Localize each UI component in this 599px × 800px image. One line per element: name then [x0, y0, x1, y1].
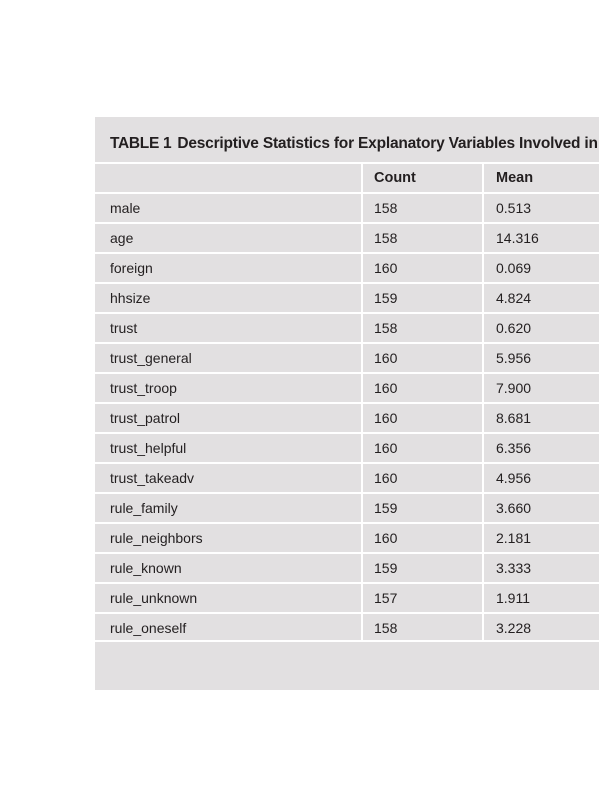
mean-cell: 5.956	[496, 350, 532, 366]
count-cell: 160	[374, 530, 398, 546]
table-label: TABLE 1	[110, 135, 172, 152]
header-count: Count	[374, 170, 416, 186]
table-title: Descriptive Statistics for Explanatory Variables Involved in	[177, 135, 598, 152]
count-cell: 159	[374, 500, 398, 516]
variable-cell: trust_helpful	[110, 440, 187, 456]
mean-cell: 3.333	[496, 560, 532, 576]
column-divider-mean	[482, 162, 484, 640]
table-row	[95, 522, 599, 552]
mean-cell: 1.911	[496, 590, 530, 606]
table-row	[95, 282, 599, 312]
variable-cell: rule_oneself	[110, 620, 187, 636]
count-cell: 160	[374, 470, 398, 486]
table-row	[95, 192, 599, 222]
table-row	[95, 492, 599, 522]
table-row	[95, 222, 599, 252]
variable-cell: trust_takeadv	[110, 470, 195, 486]
variable-cell: rule_family	[110, 500, 178, 516]
mean-cell: 14.316	[496, 230, 539, 246]
count-cell: 158	[374, 320, 398, 336]
table-row	[95, 612, 599, 642]
table-body	[95, 192, 599, 642]
count-cell: 158	[374, 620, 398, 636]
mean-cell: 8.681	[496, 410, 532, 426]
variable-cell: trust_general	[110, 350, 192, 366]
table-header-row	[95, 162, 599, 192]
mean-cell: 3.660	[496, 500, 532, 516]
table-caption	[110, 131, 599, 157]
variable-cell: rule_neighbors	[110, 530, 203, 546]
table-panel	[95, 117, 599, 690]
count-cell: 160	[374, 350, 398, 366]
mean-cell: 0.513	[496, 200, 532, 216]
mean-cell: 0.620	[496, 320, 532, 336]
mean-cell: 2.181	[496, 530, 532, 546]
variable-cell: male	[110, 200, 141, 216]
table-row	[95, 582, 599, 612]
variable-cell: trust_patrol	[110, 410, 181, 426]
count-cell: 160	[374, 260, 398, 276]
count-cell: 160	[374, 410, 398, 426]
variable-cell: trust_troop	[110, 380, 177, 396]
count-cell: 157	[374, 590, 398, 606]
table-row	[95, 432, 599, 462]
table-row	[95, 312, 599, 342]
variable-cell: age	[110, 230, 134, 246]
table-bottom-rule	[95, 640, 599, 642]
statistics-table	[95, 162, 599, 642]
table-row	[95, 372, 599, 402]
count-cell: 159	[374, 560, 398, 576]
mean-cell: 4.956	[496, 470, 532, 486]
count-cell: 159	[374, 290, 398, 306]
mean-cell: 7.900	[496, 380, 532, 396]
variable-cell: trust	[110, 320, 138, 336]
variable-cell: rule_known	[110, 560, 182, 576]
variable-cell: rule_unknown	[110, 590, 198, 606]
count-cell: 158	[374, 230, 398, 246]
variable-cell: foreign	[110, 260, 153, 276]
mean-cell: 3.228	[496, 620, 532, 636]
table-row	[95, 252, 599, 282]
variable-cell: hhsize	[110, 290, 151, 306]
count-cell: 160	[374, 440, 398, 456]
mean-cell: 6.356	[496, 440, 532, 456]
table-row	[95, 402, 599, 432]
header-mean: Mean	[496, 170, 534, 186]
column-divider-count	[361, 162, 363, 640]
table-row	[95, 552, 599, 582]
count-cell: 158	[374, 200, 398, 216]
count-cell: 160	[374, 380, 398, 396]
table-row	[95, 462, 599, 492]
mean-cell: 4.824	[496, 290, 532, 306]
table-row	[95, 342, 599, 372]
mean-cell: 0.069	[496, 260, 532, 276]
